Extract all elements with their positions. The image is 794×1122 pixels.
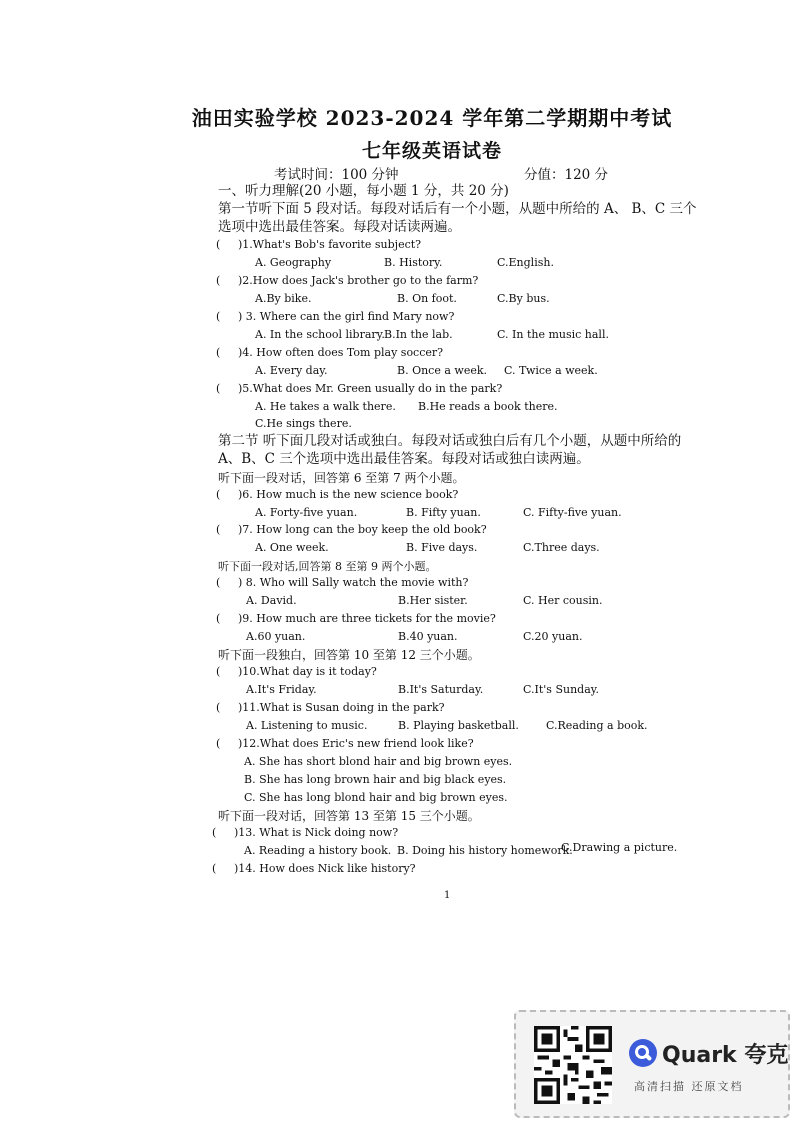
option-b: B. She has long brown hair and big black eyes.: [244, 773, 507, 786]
option-c: C.He sings there.: [255, 417, 352, 430]
option-c: C.By bus.: [497, 292, 550, 305]
part1-instructions: 第一节听下面 5 段对话。每段对话后有一个小题，从题中所给的 A、 B、C 三个选项中选出最佳答案。每段对话读两遍。: [218, 201, 697, 235]
instruction-6-7: 听下面一段对话，回答第 6 至第 7 两个小题。: [218, 471, 465, 485]
page-number: 1: [444, 890, 451, 901]
quark-tagline: 高清扫描 还原文档: [634, 1080, 744, 1093]
question-4: ( )4. How often does Tom play soccer?: [216, 346, 444, 359]
option-c: C. Twice a week.: [504, 364, 598, 377]
option-a: A. Every day.: [255, 364, 328, 377]
quark-brand: Quark 夸克: [662, 1043, 789, 1068]
instruction-10-12: 听下面一段独白，回答第 10 至第 12 三个小题。: [218, 648, 480, 662]
quark-badge[interactable]: [514, 1010, 790, 1118]
exam-title: 油田实验学校 2023-2024 学年第二学期期中考试: [191, 106, 673, 130]
question-11: ( )11.What is Susan doing in the park?: [216, 701, 445, 714]
question-5: ( )5.What does Mr. Green usually do in the park?: [216, 382, 503, 395]
option-c: C. In the music hall.: [497, 328, 609, 341]
option-a: A. Forty-five yuan.: [255, 506, 358, 519]
question-7: ( )7. How long can the boy keep the old book?: [216, 523, 487, 536]
option-a: A. Geography: [255, 256, 332, 269]
exam-time: 考试时间：100 分钟: [274, 167, 399, 183]
option-a: A.60 yuan.: [246, 630, 306, 643]
option-b: B. Once a week.: [397, 364, 487, 377]
quark-logo-icon: [628, 1038, 658, 1068]
exam-score: 分值：120 分: [524, 167, 609, 183]
exam-subtitle: 七年级英语试卷: [361, 140, 502, 162]
question-9: ( )9. How much are three tickets for the movie?: [216, 612, 496, 625]
question-1: ( )1.What's Bob's favorite subject?: [216, 238, 422, 251]
option-c: C.Drawing a picture.: [561, 841, 678, 854]
question-2: ( )2.How does Jack's brother go to the farm?: [216, 274, 479, 287]
option-a: A. He takes a walk there.: [255, 400, 396, 413]
option-b: B.It's Saturday.: [398, 683, 484, 696]
option-c: C.English.: [497, 256, 554, 269]
part2-instructions: 第二节 听下面几段对话或独白。每段对话或独白后有几个小题，从题中所给的 A、B、C 三个选项中选出最佳答案。每段对话或独白读两遍。: [218, 433, 682, 467]
option-a: A. Listening to music.: [246, 719, 368, 732]
option-a: A. In the school library.: [255, 328, 385, 341]
option-b: B. Doing his history homework.: [397, 844, 573, 857]
option-c: C. Fifty-five yuan.: [523, 506, 622, 519]
option-c: C.It's Sunday.: [523, 683, 600, 696]
option-a: A. She has short blond hair and big brown eyes.: [244, 755, 513, 768]
option-b: B. Five days.: [406, 541, 478, 554]
option-b: B. On foot.: [397, 292, 457, 305]
instruction-13-15: 听下面一段对话，回答第 13 至第 15 三个小题。: [218, 809, 480, 823]
question-10: ( )10.What day is it today?: [216, 665, 377, 678]
question-12: ( )12.What does Eric's new friend look like?: [216, 737, 474, 750]
option-b: B. Fifty yuan.: [406, 506, 481, 519]
option-c: C.Reading a book.: [546, 719, 648, 732]
qr-code-icon: [534, 1026, 612, 1104]
option-a: A. David.: [246, 594, 297, 607]
option-b: B.40 yuan.: [398, 630, 458, 643]
option-b: B. History.: [384, 256, 443, 269]
option-c: C.20 yuan.: [523, 630, 583, 643]
section-heading: 一、听力理解(20 小题，每小题 1 分，共 20 分): [218, 183, 509, 199]
option-b: B.Her sister.: [398, 594, 468, 607]
question-8: ( ) 8. Who will Sally watch the movie with?: [216, 576, 469, 589]
question-3: ( ) 3. Where can the girl find Mary now?: [216, 310, 455, 323]
option-c: C. Her cousin.: [523, 594, 603, 607]
question-6: ( )6. How much is the new science book?: [216, 488, 459, 501]
instruction-8-9: 听下面一段对话,回答第 8 至第 9 两个小题。: [218, 560, 437, 573]
question-14: ( )14. How does Nick like history?: [212, 862, 416, 875]
option-b: B.He reads a book there.: [418, 400, 558, 413]
option-a: A.By bike.: [255, 292, 312, 305]
option-c: C.Three days.: [523, 541, 600, 554]
question-13: ( )13. What is Nick doing now?: [212, 826, 399, 839]
option-a: A. Reading a history book.: [244, 844, 392, 857]
option-a: A. One week.: [255, 541, 329, 554]
option-c: C. She has long blond hair and big brown eyes.: [244, 791, 508, 804]
option-b: B.In the lab.: [384, 328, 453, 341]
option-b: B. Playing basketball.: [398, 719, 519, 732]
option-a: A.It's Friday.: [246, 683, 317, 696]
